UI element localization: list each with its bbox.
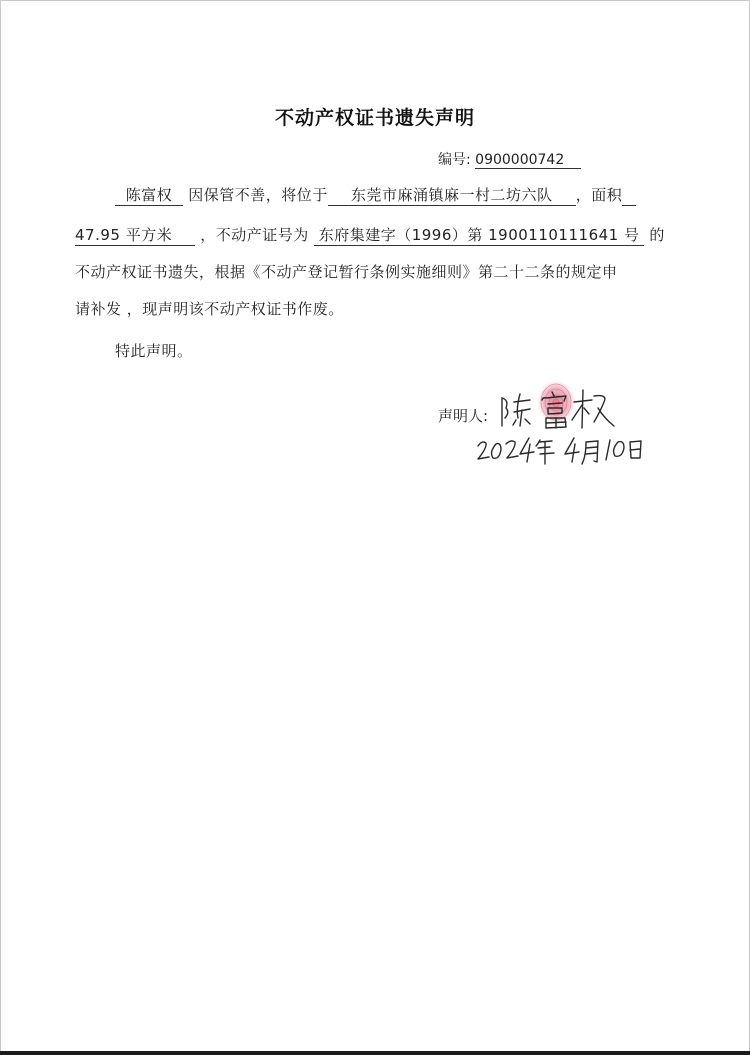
body-text: ，不动产证号为 [200,226,309,244]
document-title: 不动产权证书遗失声明 [274,107,475,129]
body-text: 因保管不善，将位于 [188,186,328,204]
body-text: ，面积 [575,186,623,204]
body-line-1 [75,185,636,206]
body-text: 的 [649,226,665,244]
body-line-4: 请补发 ，现声明该不动产权证书作废。 [75,300,344,318]
number-label: 编号: [438,152,471,168]
body-line-3: 不动产权证书遗失，根据《不动产登记暂行条例实施细则》第二十二条的规定申 [75,263,618,281]
body-line-2 [75,225,665,246]
closing-statement [75,341,193,361]
property-area: 47.95 平方米 [75,225,195,246]
certificate-number: 东府集建字（1996）第 1900110111641 号 [314,225,644,246]
property-address: 东莞市麻涌镇麻一村二坊六队 [328,185,576,206]
owner-name: 陈富权 [115,185,183,206]
number-value: 0900000742 [475,152,581,169]
document-number [438,149,581,169]
declarant-label: 声明人: [438,407,489,425]
closing-text: 特此声明。 [115,342,193,360]
signature-with-fingerprint [496,378,616,434]
handwritten-date [474,432,649,466]
scan-edge [0,1051,750,1055]
underline-blank [622,185,636,206]
